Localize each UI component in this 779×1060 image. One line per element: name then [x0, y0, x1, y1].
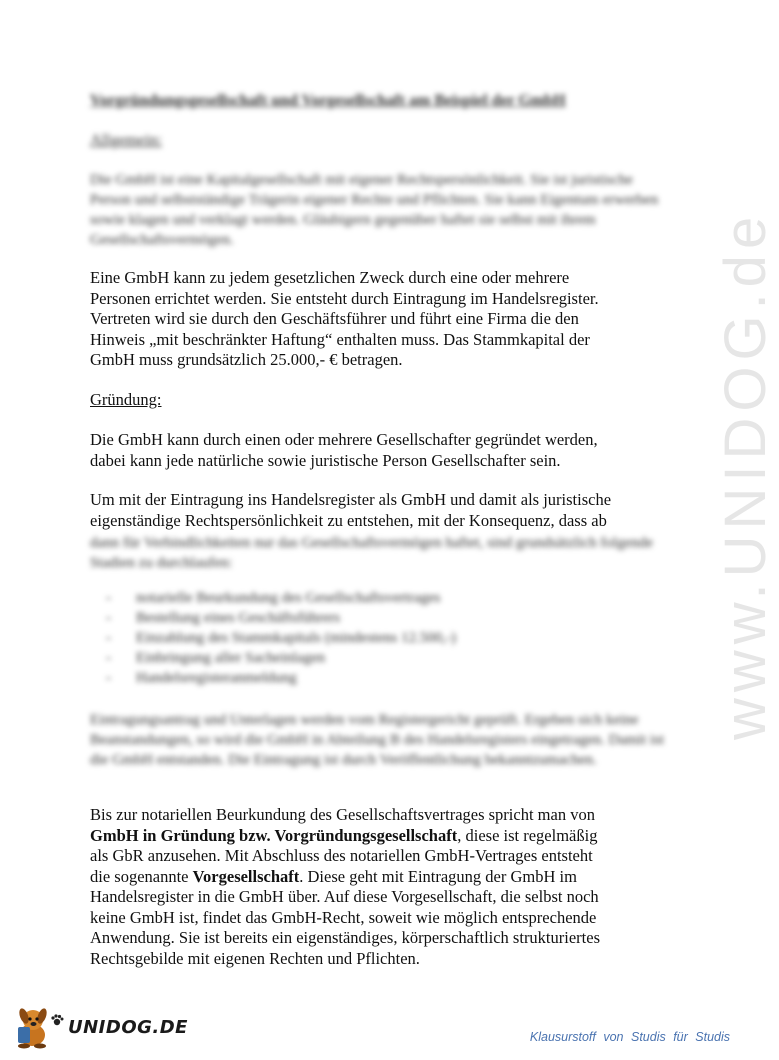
- paragraph-founders: [90, 430, 670, 471]
- text-line: dabei kann jede natürliche sowie juristische Person Gesellschafter sein.: [90, 450, 561, 470]
- list-item: - Handelsregisteranmeldung: [106, 668, 456, 688]
- text-line: Eine GmbH kann zu jedem gesetzlichen Zweck durch eine oder mehrere: [90, 268, 570, 287]
- text-line: GmbH in Gründung bzw. Vorgründungsgesellschaft, diese ist regelmäßig: [90, 825, 598, 845]
- section-heading-founding: Gründung:: [90, 390, 162, 409]
- paw-icon: [50, 1013, 64, 1027]
- unidog-logo: [12, 1003, 188, 1051]
- registration-blurred-text: dann für Verbindlichkeiten nur das Gesellschaftsvermögen haftet, sind grundsätzlich folgende Stadien zu durchlaufen:: [90, 535, 653, 571]
- section-heading-general: Allgemein:: [90, 132, 162, 149]
- registration-review-paragraph: Eintragungsantrag und Unterlagen werden vom Registergericht geprüft. Ergeben sich keine Beanstandungen, so wird die GmbH in Abteilung B des Handelsregisters eingetragen. Damit ist die GmbH entstanden. Die Eintragung ist durch Veröffentlichung bekanntzumachen.: [90, 712, 665, 768]
- bold-term: GmbH in Gründung bzw. Vorgründungsgesellschaft: [90, 825, 458, 845]
- text-line: Hinweis „mit beschränkter Haftung“ enthalten muss. Das Stammkapital der: [90, 329, 590, 349]
- footer-tagline: Klausurstoff von Studis für Studis: [529, 1030, 730, 1044]
- bold-term: Vorgesellschaft: [192, 866, 300, 886]
- text-line: die sogenannte Vorgesellschaft. Diese geht mit Eintragung der GmbH im: [90, 866, 577, 886]
- logo-text: UNIDOG.DE: [68, 1016, 188, 1038]
- text-line: Um mit der Eintragung ins Handelsregister als GmbH und damit als juristische: [90, 490, 612, 509]
- text-line: als GbR anzusehen. Mit Abschluss des notariellen GmbH-Vertrages entsteht: [90, 846, 593, 865]
- text-line: Vertreten wird sie durch den Geschäftsführer und führt eine Firma die den: [90, 309, 579, 328]
- list-item: - Einbringung aller Sacheinlagen: [106, 648, 456, 668]
- document-title: Vorgründungsgesellschaft und Vorgesellschaft am Beispiel der GmbH: [90, 92, 566, 109]
- text-line: Die GmbH kann durch einen oder mehrere Gesellschafter gegründet werden,: [90, 430, 598, 449]
- text-line: Anwendung. Sie ist bereits ein eigenständiges, körperschaftlich strukturiertes: [90, 928, 600, 947]
- list-item: - Einzahlung des Stammkapitals (mindestens 12.500,-): [106, 628, 456, 648]
- general-intro-paragraph: Die GmbH ist eine Kapitalgesellschaft mit eigener Rechtspersönlichkeit. Sie ist juristische Person und selbstständige Trägerin eigener Rechte und Pflichten. Sie kann Eigentum erwerben sowie klagen und verklagt werden. Gläubigern gegenüber haftet sie selbst mit ihrem Gesellschaftsvermögen.: [90, 172, 659, 248]
- paragraph-vorgesellschaft: [90, 805, 670, 969]
- list-item: - notarielle Beurkundung des Gesellschaftsvertrages: [106, 588, 456, 608]
- text-line: Bis zur notariellen Beurkundung des Gesellschaftsvertrages spricht man von: [90, 805, 595, 824]
- paragraph-purpose: [90, 268, 670, 371]
- list-item: - Bestellung eines Geschäftsführers: [106, 608, 456, 628]
- text-line: Rechtsgebilde mit eigenen Rechten und Pflichten.: [90, 948, 420, 968]
- founding-stages-list: [106, 588, 456, 688]
- text-line: keine GmbH ist, findet das GmbH-Recht, soweit wie möglich entsprechende: [90, 907, 597, 927]
- dog-mascot-icon: [12, 1005, 54, 1049]
- paragraph-registration: [90, 490, 670, 531]
- text-line: Personen errichtet werden. Sie entsteht durch Eintragung im Handelsregister.: [90, 288, 599, 308]
- text-line: Handelsregister in die GmbH über. Auf diese Vorgesellschaft, die selbst noch: [90, 887, 599, 906]
- text-line: eigenständige Rechtspersönlichkeit zu entstehen, mit der Konsequenz, dass ab: [90, 510, 607, 530]
- text-line: GmbH muss grundsätzlich 25.000,- € betragen.: [90, 350, 403, 369]
- watermark: www.UNIDOG.de: [713, 210, 778, 740]
